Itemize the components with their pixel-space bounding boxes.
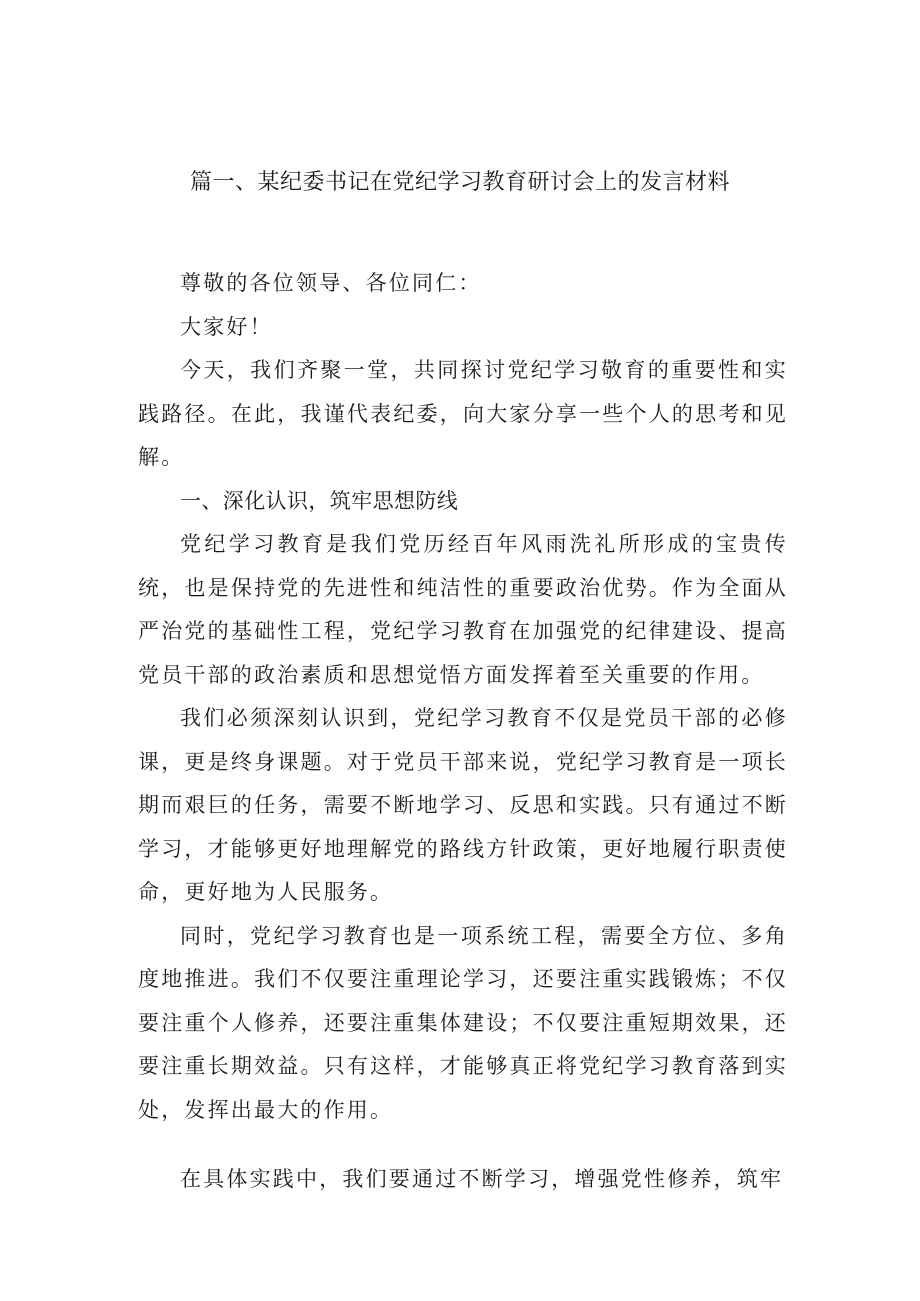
section-heading: 一、深化认识，筑牢思想防线 [180, 488, 459, 513]
body-paragraph: 党纪学习教育是我们党历经百年风雨洗礼所形成的宝贵传统，也是保持党的先进性和纯洁性的重要政治优势。作为全面从严治党的基础性工程，党纪学习教育在加强党的纪律建设、提高党员干部的政治素质和思想觉悟方面发挥着至关重要的作用。 [138, 532, 788, 687]
body-paragraph: 我们必须深刻认识到，党纪学习教育不仅是党员干部的必修课，更是终身课题。对于党员干部来说，党纪学习教育是一项长期而艰巨的任务，需要不断地学习、反思和实践。只有通过不断学习，才能够更好地理解党的路线方针政策，更好地履行职责使命，更好地为人民服务。 [138, 706, 788, 904]
document-title: 篇一、某纪委书记在党纪学习教育研讨会上的发言材料 [189, 170, 730, 195]
body-paragraph: 在具体实践中，我们要通过不断学习，增强党性修养，筑牢 [180, 1167, 784, 1191]
body-paragraph: 同时，党纪学习教育也是一项系统工程，需要全方位、多角度地推进。我们不仅要注重理论学习，还要注重实践锻炼；不仅要注重个人修养，还要注重集体建设；不仅要注重短期效果，还要注重长期效益。只有这样，才能够真正将党纪学习教育落到实处，发挥出最大的作用。 [138, 923, 788, 1122]
salutation: 尊敬的各位领导、各位同仁： [180, 271, 482, 295]
greeting: 大家好！ [180, 314, 273, 339]
document-body [138, 262, 788, 1202]
intro-paragraph: 今天，我们齐聚一堂，共同探讨党纪学习敬育的重要性和实践路径。在此，我谨代表纪委，向大家分享一些个人的思考和见解。 [138, 358, 788, 469]
